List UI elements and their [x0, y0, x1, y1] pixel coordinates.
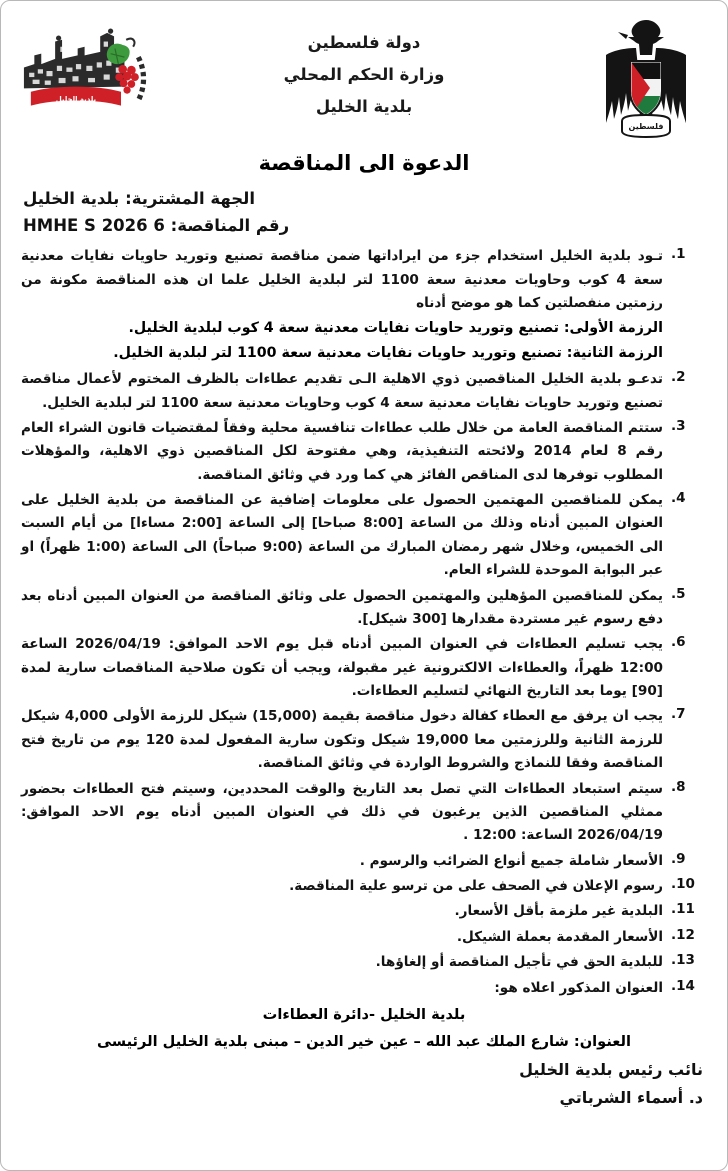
clause-item [21, 850, 707, 873]
footer-address: العنوان: شارع الملك عبد الله – عين خير الدين – مبنى بلدية الخليل الرئيسى [96, 1032, 632, 1050]
clause-item [21, 926, 707, 949]
tender-number: رقم المناقصة: 6 2026 HMHE S [23, 216, 290, 236]
document-header [17, 15, 711, 145]
hebron-municipality-logo [17, 15, 147, 127]
clause-item [21, 705, 707, 775]
tender-meta [17, 185, 711, 239]
clause-body [21, 951, 663, 974]
clause-sub-line: الرزمة الثانية: تصنيع وتوريد حاويات نفايات معدنية سعة 1100 لتر لبلدية الخليل. [113, 344, 663, 361]
clause-item [21, 900, 707, 923]
clause-number: 2. [671, 369, 686, 386]
clause-item [21, 417, 707, 487]
clause-paragraph: رسوم الإعلان في الصحف على من ترسو علية المناقصة. [289, 878, 663, 894]
clause-number: 9. [671, 850, 686, 867]
clause-number: 12. [671, 926, 695, 943]
clause-item [21, 245, 707, 366]
clause-paragraph: العنوان المذكور اعلاه هو: [494, 979, 663, 996]
clause-body [21, 926, 663, 949]
clause-paragraph: الأسعار المقدمة بعملة الشيكل. [456, 928, 663, 945]
clause-sub-line: الرزمة الأولى: تصنيع وتوريد حاويات نفايات معدنية سعة 4 كوب لبلدية الخليل. [128, 319, 663, 336]
header-line-state: دولة فلسطين [307, 33, 421, 52]
clause-body [21, 245, 663, 366]
clause-body [21, 977, 663, 1000]
signer-title: نائب رئيس بلدية الخليل [519, 1059, 703, 1079]
clause-body [21, 368, 663, 415]
clause-item [21, 489, 707, 583]
clause-number: 5. [671, 585, 686, 602]
clause-body [21, 850, 663, 873]
palestine-coat-of-arms [581, 15, 711, 141]
clause-body [21, 705, 663, 775]
signer-name: د. أسماء الشرباتي [559, 1087, 703, 1107]
clause-body [21, 778, 663, 848]
purchasing-entity: الجهة المشترية: بلدية الخليل [23, 189, 255, 208]
clause-body [21, 417, 663, 487]
header-line-municipality: بلدية الخليل [315, 97, 413, 117]
clause-body [21, 900, 663, 923]
clause-item [21, 585, 707, 632]
clause-number: 7. [671, 706, 686, 723]
clause-number: 10. [671, 876, 695, 892]
svg-text:فلسطين: فلسطين [628, 122, 664, 131]
clause-item [21, 778, 707, 848]
clause-paragraph: للبلدية الحق في تأجيل المناقصة أو إلغاؤها. [375, 954, 663, 971]
page-title: الدعوة الى المناقصة [258, 151, 470, 175]
clause-item [21, 368, 707, 415]
hebron-cityscape-grapes-icon [17, 15, 147, 127]
clause-list [17, 245, 711, 999]
clause-body [21, 633, 663, 703]
clause-item [21, 951, 707, 974]
clause-number: 11. [671, 901, 695, 918]
clause-body [21, 489, 663, 583]
clause-paragraph: البلدية غير ملزمة بأقل الأسعار. [454, 903, 663, 920]
header-line-ministry: وزارة الحكم المحلي [283, 65, 445, 85]
svg-text:بلدية الخليل: بلدية الخليل [55, 95, 97, 104]
clause-paragraph: يمكن للمناقصين المهتمين الحصول على معلومات إضافية عن المناقصة من بلدية الخليل على العنوان المبين أدناه وذلك من الساعة [8:00 صباحا] إلى الساعة [2:00 مساءا] من أيام السبت الى الخميس، وخلال شهر رمضان المبارك من الساعة (9:00 صباحاً) الى الساعة (1:00 ظهراً) او عبر البوابة الموحدة للشراء العام. [21, 492, 664, 579]
clause-item [21, 633, 707, 703]
clause-paragraph: يجب تسليم العطاءات في العنوان المبين أدناه قبل يوم الاحد الموافق: 2026/04/19 الساعة 12:00 ظهراً، والعطاءات الالكترونية غير مقبولة، ويجب أن تكون صلاحية المناقصات سارية لمدة [90] يوما بعد التاريخ النهائي لتسليم العطاءات. [21, 636, 663, 699]
clause-paragraph: تـود بلدية الخليل استخدام جزء من ايراداتها ضمن مناقصة تصنيع وتوريد حاويات نفايات معدنية سعة 4 كوب وحاويات معدنية سعة 1100 لتر لبلدية الخليل علما ان هذه المناقصة مكونة من رزمتين منفصلتين كما هو موضح أدناه [21, 248, 663, 312]
clause-paragraph: ستتم المناقصة العامة من خلال طلب عطاءات تنافسية محلية وفقاً لمقتضيات قانون الشراء العام رقم 8 لعام 2014 ولائحته التنفيذية، وهي مفتوحة لكل المناقصين ذوي الاهلية، والمؤهلات المطلوب توفرها لدى المناقص الفائز هي كما ورد في وثائق المناقصة. [21, 419, 664, 483]
clause-number: 3. [671, 417, 686, 434]
clause-paragraph: يجب ان يرفق مع العطاء كفالة دخول مناقصة بقيمة (15,000) شيكل للرزمة الأولى 4,000 شيكل للرزمة الثانية وللرزمتين معا 19,000 شيكل وتكون سارية المفعول لمدة 120 يوم من تاريخ فتح المناقصة وفقا للنماذج والشروط الواردة في وثائق المناقصة. [21, 708, 663, 772]
clause-number: 8. [671, 778, 686, 795]
clause-item [21, 977, 707, 1000]
eagle-emblem-icon [598, 15, 694, 141]
clause-item [21, 875, 707, 898]
document-footer [17, 1002, 711, 1112]
clause-paragraph: تدعـو بلدية الخليل المناقصين ذوي الاهلية الـى تقديم عطاءات بالظرف المختوم لأعمال مناقصة تصنيع وتوريد حاويات نفايات معدنية سعة 4 كوب وحاويات معدنية سعة 1100 لتر لبلدية الخليل. [21, 371, 663, 411]
clause-body [21, 585, 663, 632]
clause-paragraph: يمكن للمناقصين المؤهلين والمهتمين الحصول على وثائق المناقصة من العنوان المبين أدناه بعد دفع رسوم غير مستردة مقدارها [300 شيكل]. [21, 587, 663, 627]
clause-number: 13. [671, 952, 695, 969]
header-title-block [147, 15, 581, 124]
footer-department: بلدية الخليل -دائرة العطاءات [262, 1005, 466, 1023]
clause-paragraph: الأسعار شاملة جميع أنواع الضرائب والرسوم . [359, 852, 663, 869]
clause-number: 14. [671, 977, 695, 994]
clause-number: 4. [671, 490, 686, 506]
clause-body [21, 875, 663, 898]
clause-paragraph: سيتم استبعاد العطاءات التي تصل بعد التاريخ والوقت المحددين، وسيتم فتح العطاءات بحضور ممثلي المناقصين الذين يرغبون في ذلك في العنوان المبين أدناه يوم الاحد الموافق: 2026/04/19 الساعة: 12:00 . [21, 780, 663, 844]
clause-number: 6. [671, 634, 686, 651]
clause-number: 1. [671, 246, 686, 263]
